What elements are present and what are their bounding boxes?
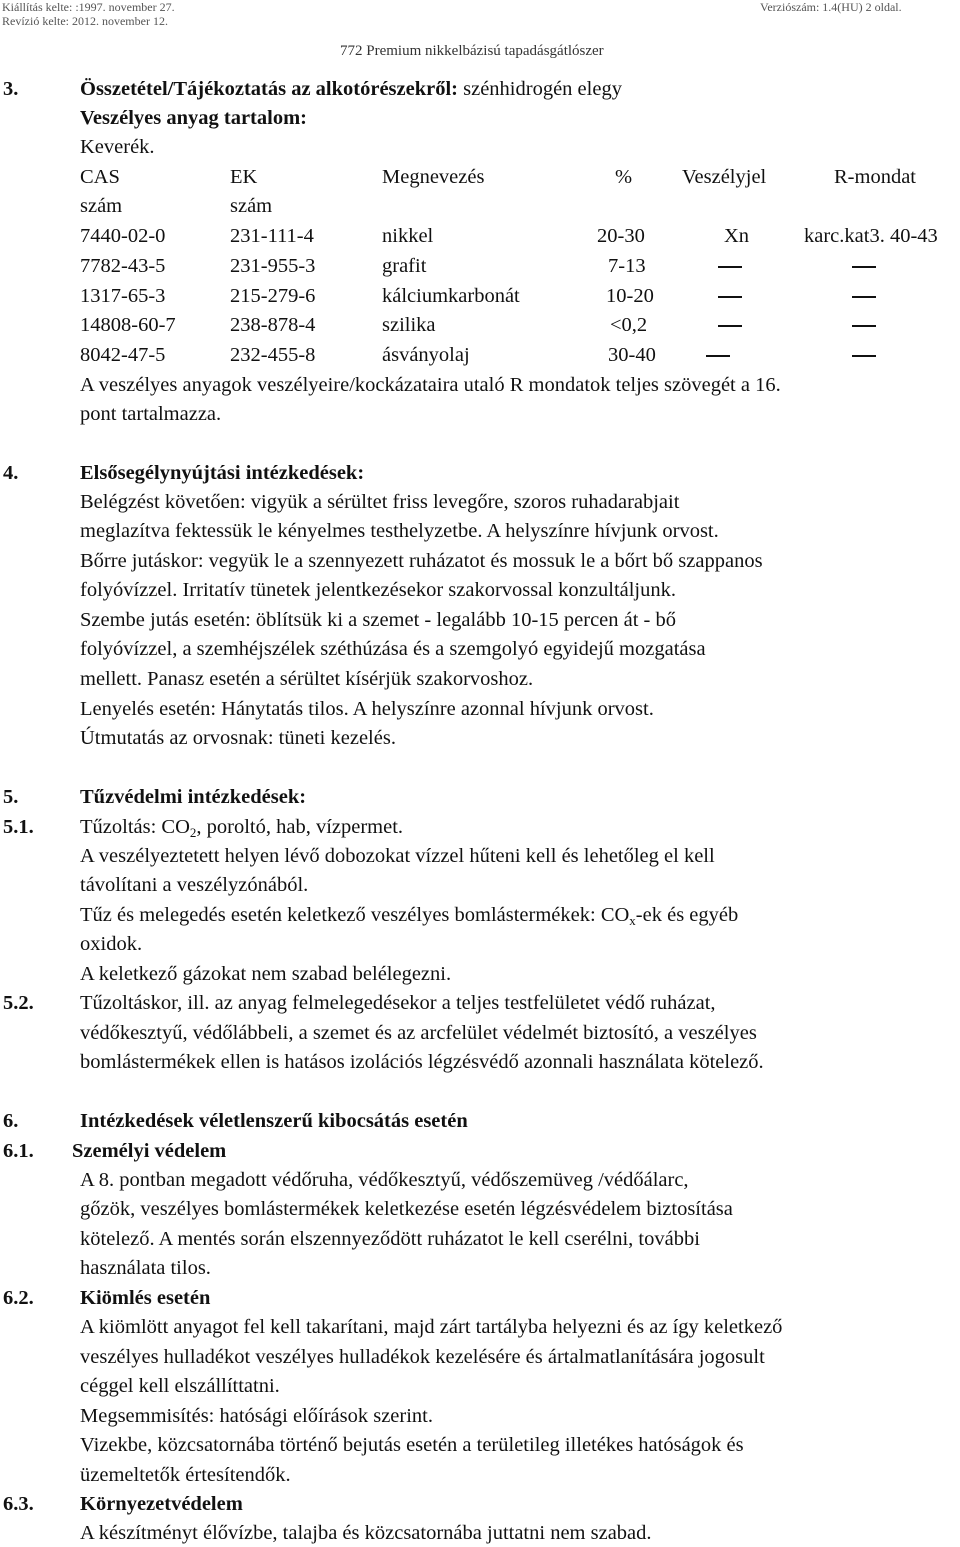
spill-line: veszélyes hulladékot veszélyes hulladékok kezelésére és ártalmatlanítására jogosult <box>80 1346 765 1368</box>
col-ek-2: szám <box>230 195 273 217</box>
personal-protection-line: használata tilos. <box>80 1257 211 1279</box>
table-row-cas: 7782-43-5 <box>80 255 166 277</box>
table-row-ek: 238-878-4 <box>230 314 316 336</box>
section-6-2-title: Kiömlés esetén <box>80 1287 211 1309</box>
extinguishing-line <box>80 815 403 841</box>
table-row-cas: 1317-65-3 <box>80 285 166 307</box>
table-row-percent: 20-30 <box>597 225 645 247</box>
table-row-percent: <0,2 <box>610 314 648 336</box>
fire-line: oxidok. <box>80 933 143 955</box>
table-row-name: grafit <box>382 255 427 277</box>
section-5-2-number: 5.2. <box>3 992 34 1014</box>
table-row-name: ásványolaj <box>382 344 470 366</box>
section-6-1-number: 6.1. <box>3 1140 34 1162</box>
table-row-name: nikkel <box>382 225 434 247</box>
col-percent: % <box>615 166 633 188</box>
table-row-cas: 14808-60-7 <box>80 314 176 336</box>
col-name: Megnevezés <box>382 166 485 188</box>
section-6-3-number: 6.3. <box>3 1493 34 1515</box>
product-name: 772 Premium nikkelbázisú tapadásgátlószer <box>340 43 604 59</box>
col-hazard: Veszélyjel <box>682 166 767 188</box>
r-phrase-note: A veszélyes anyagok veszélyeire/kockázataira utaló R mondatok teljes szövegét a 16. <box>80 374 781 396</box>
col-ek: EK <box>230 166 258 188</box>
first-aid-line: Lenyelés esetén: Hánytatás tilos. A helyszínre azonnal hívjunk orvost. <box>80 698 654 720</box>
empty-rphrase-dash <box>852 355 876 357</box>
table-row-ek: 231-111-4 <box>230 225 314 247</box>
fire-line: A veszélyeztetett helyen lévő dobozokat vízzel hűteni kell és lehetőleg el kell <box>80 845 715 867</box>
extinguishing-text-rest: , poroltó, hab, vízpermet. <box>196 816 404 838</box>
spill-line: A kiömlött anyagot fel kell takarítani, majd zárt tartályba helyezni és az így keletkező <box>80 1316 783 1338</box>
first-aid-line: folyóvízzel, a szemhéjszélek széthúzása és a szemgolyó egyidejű mozgatása <box>80 638 706 660</box>
col-cas-2: szám <box>80 195 123 217</box>
empty-hazard-dash <box>718 296 742 298</box>
table-row-hazard: Xn <box>724 225 750 247</box>
col-cas: CAS <box>80 166 120 188</box>
table-row-rphrase: karc.kat3. 40-43 <box>804 225 938 247</box>
version-info: Verziószám: 1.4(HU) 2 oldal. <box>760 0 902 14</box>
fire-line: A keletkező gázokat nem szabad belélegezni. <box>80 963 452 985</box>
table-row-ek: 215-279-6 <box>230 285 316 307</box>
personal-protection-line: A 8. pontban megadott védőruha, védőkesztyű, védőszemüveg /védőálarc, <box>80 1169 689 1191</box>
spill-line: Vizekbe, közcsatornába történő bejutás esetén a területileg illetékes hatóságok és <box>80 1434 744 1456</box>
section-5-title: Tűzvédelmi intézkedések: <box>80 786 307 808</box>
table-row-cas: 7440-02-0 <box>80 225 166 247</box>
empty-hazard-dash <box>718 266 742 268</box>
table-row-ek: 231-955-3 <box>230 255 316 277</box>
extinguishing-text: Tűzoltás: CO <box>80 816 190 838</box>
table-row-name: kálciumkarbonát <box>382 285 520 307</box>
empty-rphrase-dash <box>852 296 876 298</box>
empty-rphrase-dash <box>852 325 876 327</box>
section-3-heading <box>80 77 622 101</box>
section-6-title: Intézkedések véletlenszerű kibocsátás esetén <box>80 1110 468 1132</box>
section-6-number: 6. <box>3 1110 19 1132</box>
table-row-percent: 30-40 <box>608 344 656 366</box>
co2-subscript: 2 <box>189 825 197 840</box>
section-5-1-number: 5.1. <box>3 816 34 838</box>
section-3-number: 3. <box>3 78 19 100</box>
firefighting-line: bomlástermékek ellen is hatásos izolációs légzésvédő azonnali használata kötelező. <box>80 1051 764 1073</box>
col-rphrase: R-mondat <box>834 166 916 188</box>
r-phrase-note: pont tartalmazza. <box>80 403 222 425</box>
table-row-ek: 232-455-8 <box>230 344 316 366</box>
decomposition-line <box>80 903 738 929</box>
hazard-content-heading: Veszélyes anyag tartalom: <box>80 107 307 129</box>
firefighting-line: védőkesztyű, védőlábbeli, a szemet és az arcfelület védelmét biztosító, a veszélyes <box>80 1022 757 1044</box>
first-aid-line: Bőrre jutáskor: vegyük le a szennyezett ruházatot és mossuk le a bőrt bő szappanos <box>80 550 763 572</box>
spill-line: Megsemmisítés: hatósági előírások szerint. <box>80 1405 433 1427</box>
decomposition-text: Tűz és melegedés esetén keletkező veszélyes bomlástermékek: CO <box>80 904 630 926</box>
empty-rphrase-dash <box>852 266 876 268</box>
section-5-number: 5. <box>3 786 19 808</box>
personal-protection-line: gőzök, veszélyes bomlástermékek keletkezése esetén légzésvédelem biztosítása <box>80 1198 733 1220</box>
first-aid-line: meglazítva fektessük le kényelmes testhelyzetbe. A helyszínre hívjunk orvost. <box>80 520 719 542</box>
spill-line: céggel kell elszállíttatni. <box>80 1375 280 1397</box>
section-4-number: 4. <box>3 462 19 484</box>
table-row-cas: 8042-47-5 <box>80 344 166 366</box>
firefighting-line: Tűzoltáskor, ill. az anyag felmelegedésekor a teljes testfelületet védő ruházat, <box>80 992 716 1014</box>
empty-hazard-dash <box>718 325 742 327</box>
environment-line: A készítményt élővízbe, talajba és közcsatornába juttatni nem szabad. <box>80 1522 652 1544</box>
first-aid-line: Belégzést követően: vigyük a sérültet friss levegőre, szoros ruhadarabjait <box>80 491 680 513</box>
fire-line: távolítani a veszélyzónából. <box>80 874 309 896</box>
first-aid-line: folyóvízzel. Irritatív tünetek jelentkezésekor szakorvossal konzultáljunk. <box>80 579 677 601</box>
table-row-percent: 7-13 <box>608 255 646 277</box>
decomposition-text-rest: -ek és egyéb <box>635 904 739 926</box>
section-6-3-title: Környezetvédelem <box>80 1493 243 1515</box>
revision-date: Revízió kelte: 2012. november 12. <box>2 14 168 28</box>
cox-subscript: x <box>629 913 636 928</box>
issue-date: Kiállítás kelte: :1997. november 27. <box>2 0 175 14</box>
section-6-1-title: Személyi védelem <box>72 1140 227 1162</box>
first-aid-line: mellett. Panasz esetén a sérültet kísérjük szakorvoshoz. <box>80 668 534 690</box>
section-3-title-rest: szénhidrogén elegy <box>458 78 622 100</box>
first-aid-line: Útmutatás az orvosnak: tüneti kezelés. <box>80 727 396 749</box>
table-row-name: szilika <box>382 314 436 336</box>
section-3-title: Összetétel/Tájékoztatás az alkotórészekről: <box>80 78 458 100</box>
first-aid-line: Szembe jutás esetén: öblítsük ki a szemet - legalább 10-15 percen át - bő <box>80 609 677 631</box>
empty-hazard-dash <box>706 355 730 357</box>
mixture-label: Keverék. <box>80 136 155 158</box>
section-6-2-number: 6.2. <box>3 1287 34 1309</box>
section-4-title: Elsősegélynyújtási intézkedések: <box>80 462 365 484</box>
spill-line: üzemeltetők értesítendők. <box>80 1464 291 1486</box>
table-row-percent: 10-20 <box>606 285 654 307</box>
personal-protection-line: kötelező. A mentés során elszennyeződött ruházatot le kell cserélni, további <box>80 1228 700 1250</box>
